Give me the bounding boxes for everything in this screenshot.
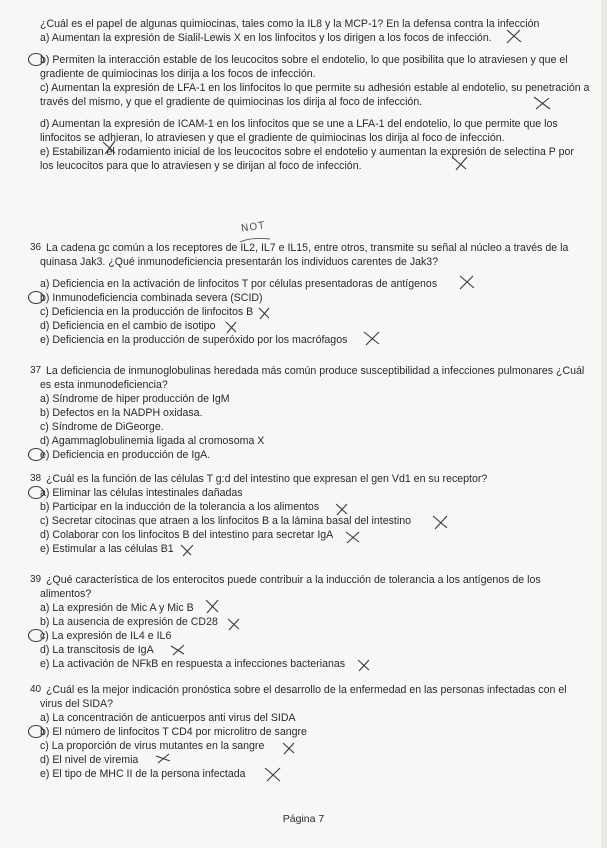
cross-mark-icon (532, 95, 552, 111)
question-38 (30, 472, 590, 556)
question-39 (30, 573, 590, 671)
cross-mark-icon (168, 642, 188, 658)
question-stem: 39 ¿Qué característica de los enterocitos puede contribuir a la inducción de tolerancia a los antígenos de los alimentos? (30, 574, 541, 600)
option-e: e) La activación de NFkB en respuesta a infecciones bacterianas (30, 657, 590, 671)
option-d: d) La transcitosis de IgA (30, 643, 590, 657)
option-a: a) La concentración de anticuerpos anti virus del SIDA (40, 712, 296, 724)
option-c: c) La expresión de IL4 e IL6 (30, 629, 590, 643)
question-36 (30, 241, 590, 347)
option-d: d) Aumentan la expresión de ICAM-1 en los linfocitos que se une a LFA-1 del endotelio, lo que permite que los linfocitos se adhieran, lo atraviesen y que el gradiente de quimiocinas los dirija al foco de infección. (30, 117, 590, 145)
option-e: e) Deficiencia en la producción de superóxido por los macrófagos (30, 333, 590, 347)
option-a: a) Síndrome de hiper producción de IgM (40, 393, 230, 405)
cross-mark-icon (362, 330, 382, 346)
option-b: b) Participar en la inducción de la tolerancia a los alimentos (30, 500, 590, 514)
option-d: d) Colaborar con los linfocitos B del intestino para secretar IgA (30, 528, 590, 542)
question-number: 36 (30, 242, 42, 253)
question-stem: ¿Cuál es el papel de algunas quimiocinas, tales como la IL8 y la MCP-1? En la defensa contra la infección (40, 18, 540, 30)
option-b: b) Permiten la interacción estable de los leucocitos sobre el endotelio, lo que posibilita que lo atraviesen y que el gradiente de quimiocinas los dirija a los focos de infección. (30, 53, 590, 81)
option-e: e) El tipo de MHC II de la persona infectada (30, 767, 590, 781)
option-c: c) Deficiencia en la producción de linfocitos B (30, 305, 590, 319)
option-d: d) El nivel de viremia (30, 753, 590, 767)
option-c: c) Secretar citocinas que atraen a los linfocitos B a la lámina basal del intestino (30, 514, 590, 528)
handwritten-not-note: NOT (240, 220, 267, 235)
page-number: Página 7 (282, 813, 325, 825)
option-c: c) Aumentan la expresión de LFA-1 en los linfocitos lo que permite su adhesión estable al endotelio, su penetración a través del mismo, y que el gradiente de quimiocinas los dirija al foco de infección. (30, 81, 590, 109)
question-number: 38 (30, 473, 42, 484)
option-e: e) Deficiencia en producción de IgA. (30, 448, 590, 462)
option-d: d) Agammaglobulinemia ligada al cromosoma X (40, 435, 265, 447)
page-edge (601, 0, 607, 848)
option-b: b) La ausencia de expresión de CD28 (30, 615, 590, 629)
cross-mark-icon (355, 657, 375, 673)
option-a: a) Deficiencia en la activación de linfocitos T por células presentadoras de antígenos (30, 277, 590, 291)
option-c: c) La proporción de virus mutantes en la sangre (30, 739, 590, 753)
question-stem: 36 La cadena gc común a los receptores de IL2, IL7 e IL15, entre otros, transmite su señal al núcleo a través de la quinasa Jak3. ¿Qué inmunodeficiencia presentarán los individuos carentes de Jak3? (30, 242, 569, 268)
option-b: b) Defectos en la NADPH oxidasa. (40, 407, 203, 419)
cross-mark-icon (504, 28, 524, 44)
option-a: a) La expresión de Mic A y Mic B (30, 601, 590, 615)
question-stem: 37 La deficiencia de inmunoglobulinas heredada más común produce susceptibilidad a infecciones pulmonares ¿Cuál es esta inmunodeficiencia? (30, 365, 585, 391)
cross-mark-icon (457, 274, 477, 290)
option-a: a) Aumentan la expresión de Sialil-Lewis X en los linfocitos y los dirigen a los focos de infección. (30, 31, 590, 45)
option-e: e) Estimular a las células B1 (30, 542, 590, 556)
cross-mark-icon (263, 766, 283, 782)
cross-mark-icon (154, 751, 174, 767)
cross-mark-icon (178, 542, 198, 558)
question-40 (30, 683, 590, 781)
option-b: b) Inmunodeficiencia combinada severa (SCID) (30, 291, 590, 305)
option-e: e) Estabilizan el rodamiento inicial de los leucocitos sobre el endotelio y aumentan la expresión de selectina P por los leucocitos para que lo atraviesen y se dirijan al foco de infección. (40, 146, 574, 172)
option-d: d) Deficiencia en el cambio de isotipo (30, 319, 590, 333)
question-number: 37 (30, 365, 42, 376)
cross-mark-icon (203, 598, 223, 614)
question-stem: 38 ¿Cuál es la función de las células T g:d del intestino que expresan el gen Vd1 en su receptor? (30, 473, 488, 485)
question-stem: 40 ¿Cuál es la mejor indicación pronóstica sobre el desarrollo de la enfermedad en las personas infectadas con el virus del SIDA? (30, 684, 567, 710)
option-b: b) El número de linfocitos T CD4 por microlitro de sangre (30, 725, 590, 739)
question-35 (30, 17, 590, 173)
question-37 (30, 364, 590, 462)
option-a: a) Eliminar las células intestinales dañadas (30, 486, 590, 500)
question-number: 40 (30, 684, 42, 695)
question-number: 39 (30, 574, 42, 585)
option-c: c) Síndrome de DiGeorge. (40, 421, 164, 433)
